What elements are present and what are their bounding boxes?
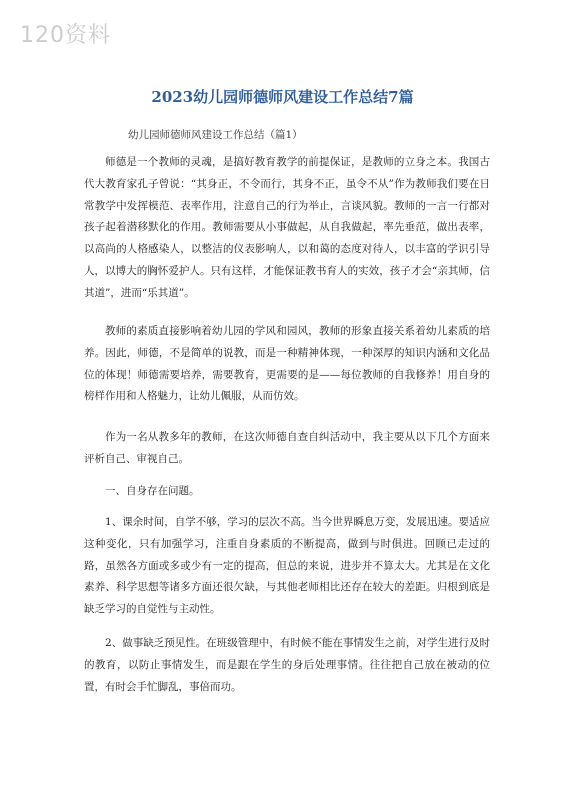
paragraph: 2、做事缺乏预见性。在班级管理中，有时候不能在事情发生之前，对学生进行及时的教育，以防止事情发生，而是跟在学生的身后处理事情。往往把自己放在被动的位置，有时会手忙脚乱，事倍而功。 [84, 637, 490, 693]
watermark-logo: 120资料 [20, 23, 111, 48]
section-heading: 一、自身存在问题。 [105, 485, 200, 497]
paragraph: 师德是一个教师的灵魂，是搞好教育教学的前提保证，是教师的立身之本。我国古代大教育家孔子曾说：“其身正，不令而行，其身不正，虽令不从”作为教师我们要在日常教学中发挥模范、表率作用，注意自己的行为举止，言谈风貌。教师的一言一行都对孩子起着潜移默化的作用。教师需要从小事做起，从自我做起，率先垂范，做出表率，以高尚的人格感染人，以整洁的仪表影响人，以和蔼的态度对待人，以丰富的学识引导人，以博大的胸怀爱护人。只有这样，才能保证教书育人的实效，孩子才会“亲其师，信其道”，进而“乐其道”。 [84, 156, 490, 299]
section-subtitle: 幼儿园师德师风建设工作总结（篇1） [128, 129, 303, 141]
paragraph: 教师的素质直接影响着幼儿园的学风和园风，教师的形象直接关系着幼儿素质的培养。因此，师德，不是简单的说教，而是一种精神体现，一种深厚的知识内涵和文化品位的体现！师德需要培养，需要教育，更需要的是——每位教师的自我修养！用自身的榜样作用和人格魅力，让幼儿佩服，从而仿效。 [84, 325, 490, 403]
paragraph: 作为一名从教多年的教师，在这次师德自查自纠活动中，我主要从以下几个方面来评析自己、审视自己。 [84, 431, 490, 465]
paragraph: 1、课余时间，自学不够，学习的层次不高。当今世界瞬息万变，发展迅速。要适应这种变化，只有加强学习，注重自身素质的不断提高，做到与时俱进。回顾已走过的路，虽然各方面或多或少有一定的提高，但总的来说，进步并不算太大。尤其是在文化素养、科学思想等诸多方面还很欠缺，与其他老师相比还存在较大的差距。归根到底是缺乏学习的自觉性与主动性。 [84, 516, 490, 616]
document-title: 2023幼儿园师德师风建设工作总结7篇 [151, 88, 414, 106]
